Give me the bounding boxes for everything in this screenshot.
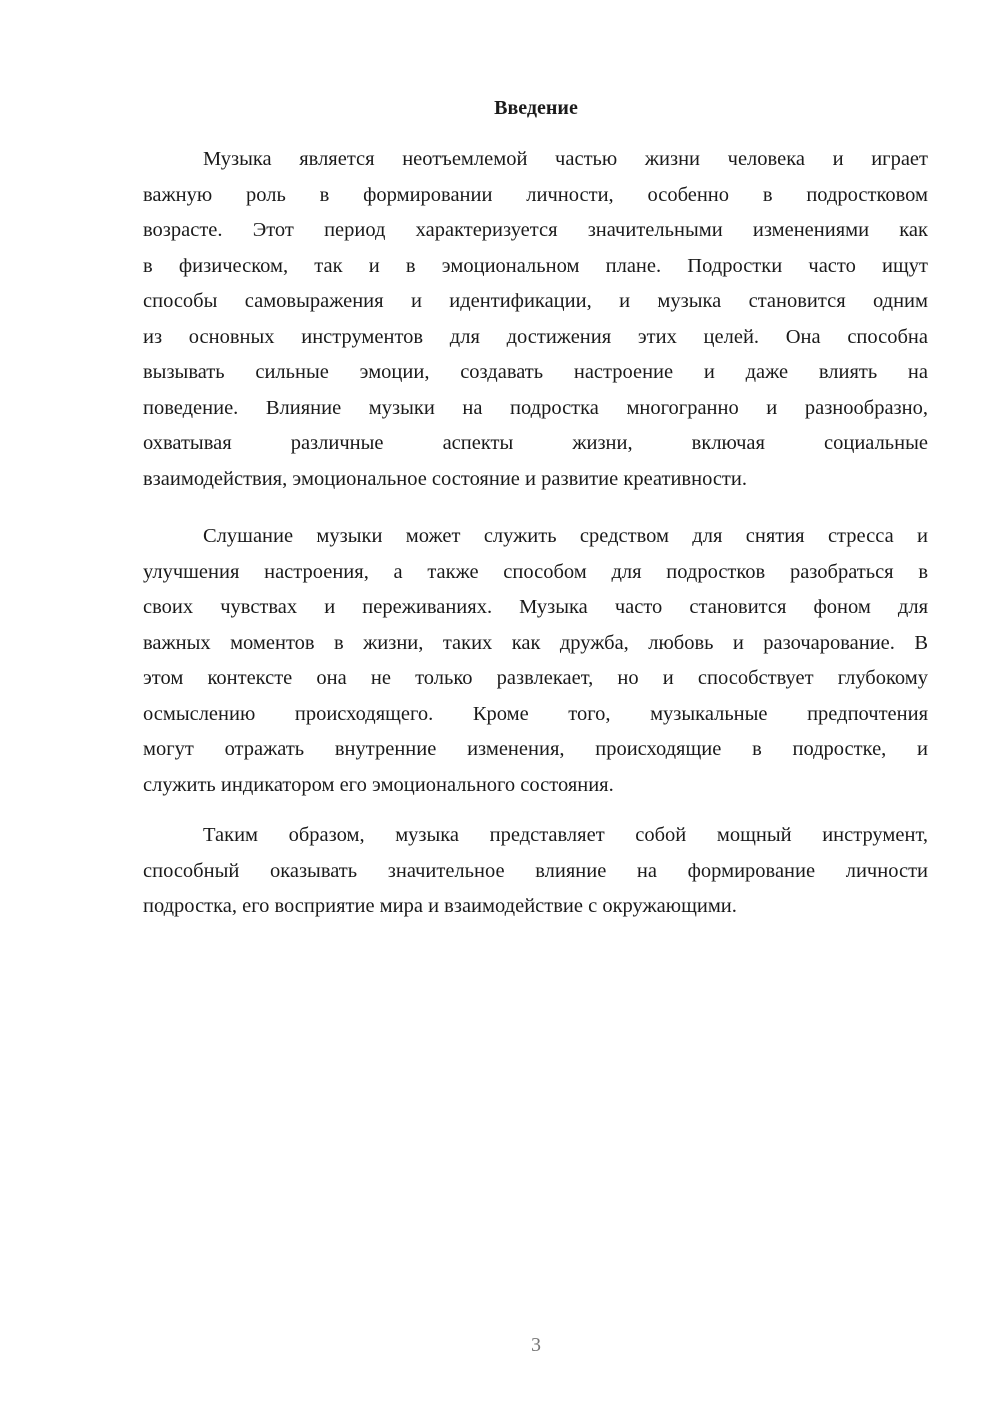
text-line: взаимодействия, эмоциональное состояние и развитие креативности. [143,467,747,490]
text-line: в физическом, так и в эмоциональном плане. Подростки часто ищут [143,254,928,277]
text-line: поведение. Влияние музыки на подростка многогранно и разнообразно, [143,396,928,419]
page-number: 3 [531,1334,541,1356]
text-line: важных моментов в жизни, таких как дружба, любовь и разочарование. В [143,631,928,654]
text-line: Музыка является неотъемлемой частью жизни человека и играет [203,148,928,170]
text-line: охватывая различные аспекты жизни, включая социальные [143,432,928,454]
paragraph-3 [143,818,928,925]
section-title: Введение [494,97,578,119]
text-line: Слушание музыки может служить средством для снятия стресса и [203,525,928,547]
text-line: этом контексте она не только развлекает, но и способствует глубокому [143,667,928,689]
text-line: способный оказывать значительное влияние на формирование личности [143,859,928,882]
text-line: своих чувствах и переживаниях. Музыка часто становится фоном для [143,596,928,618]
text-line: улучшения настроения, а также способом для подростков разобраться в [143,560,928,583]
paragraph-2 [143,519,928,803]
text-line: способы самовыражения и идентификации, и музыка становится одним [143,290,928,312]
paragraph-1 [143,142,928,497]
text-line: подростка, его восприятие мира и взаимодействие с окружающими. [143,895,737,917]
text-line: из основных инструментов для достижения этих целей. Она способна [143,325,928,348]
text-line: вызывать сильные эмоции, создавать настроение и даже влиять на [143,361,928,383]
text-line: Таким образом, музыка представляет собой мощный инструмент, [203,824,928,846]
text-line: важную роль в формировании личности, особенно в подростковом [143,183,928,206]
text-line: возрасте. Этот период характеризуется значительными изменениями как [143,219,928,241]
text-line: служить индикатором его эмоционального состояния. [143,773,614,796]
text-line: могут отражать внутренние изменения, происходящие в подростке, и [143,738,928,760]
text-line: осмыслению происходящего. Кроме того, музыкальные предпочтения [143,702,928,725]
